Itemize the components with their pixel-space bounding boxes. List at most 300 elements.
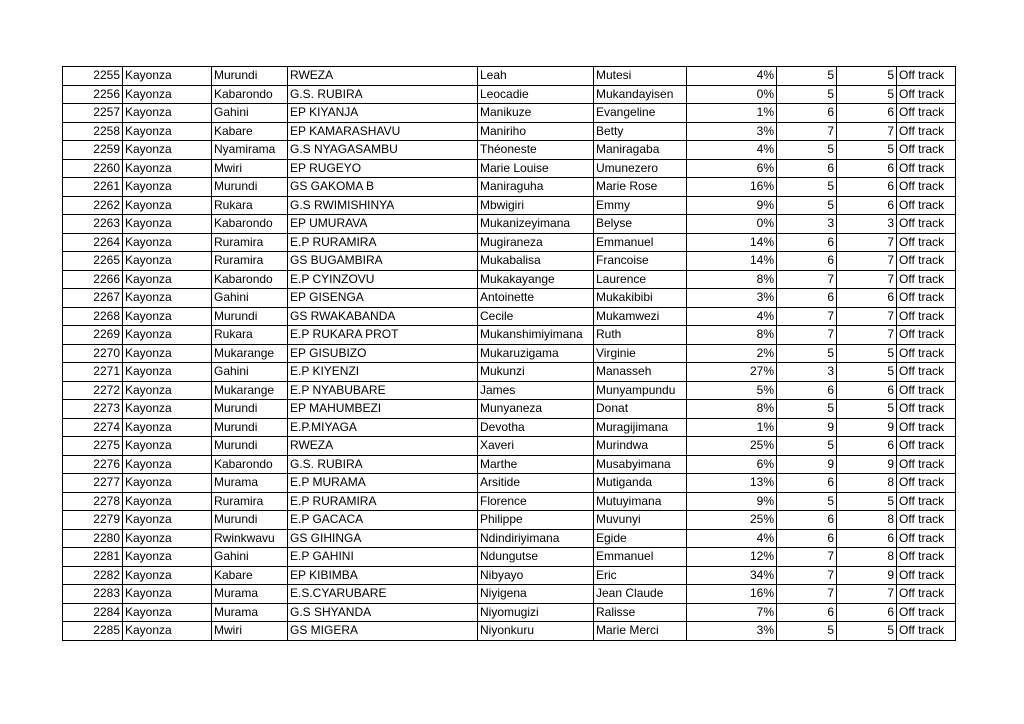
- cell-school[interactable]: EP UMURAVA: [288, 215, 478, 234]
- cell-school[interactable]: E.P KIYENZI: [288, 363, 478, 382]
- cell-id[interactable]: 2279: [63, 511, 123, 530]
- cell-first-name[interactable]: Florence: [478, 492, 594, 511]
- cell-status[interactable]: Off track: [897, 289, 956, 308]
- cell-sector[interactable]: Murundi: [212, 418, 288, 437]
- cell-last-name[interactable]: Egide: [594, 529, 687, 548]
- cell-percent[interactable]: 0%: [687, 215, 777, 234]
- cell-id[interactable]: 2255: [63, 67, 123, 86]
- cell-first-name[interactable]: Mbwigiri: [478, 196, 594, 215]
- cell-first-name[interactable]: Mukaruzigama: [478, 344, 594, 363]
- cell-school[interactable]: EP GISENGA: [288, 289, 478, 308]
- cell-id[interactable]: 2283: [63, 585, 123, 604]
- cell-percent[interactable]: 13%: [687, 474, 777, 493]
- cell-id[interactable]: 2264: [63, 233, 123, 252]
- cell-score-a[interactable]: 5: [777, 437, 837, 456]
- cell-district[interactable]: Kayonza: [123, 548, 212, 567]
- cell-first-name[interactable]: James: [478, 381, 594, 400]
- cell-score-a[interactable]: 5: [777, 85, 837, 104]
- cell-school[interactable]: E.P RURAMIRA: [288, 492, 478, 511]
- cell-score-b[interactable]: 8: [837, 511, 897, 530]
- cell-school[interactable]: G.S NYAGASAMBU: [288, 141, 478, 160]
- cell-last-name[interactable]: Ralisse: [594, 603, 687, 622]
- cell-sector[interactable]: Gahini: [212, 104, 288, 123]
- cell-last-name[interactable]: Mutesi: [594, 67, 687, 86]
- cell-district[interactable]: Kayonza: [123, 622, 212, 641]
- cell-status[interactable]: Off track: [897, 196, 956, 215]
- cell-last-name[interactable]: Umunezero: [594, 159, 687, 178]
- cell-district[interactable]: Kayonza: [123, 566, 212, 585]
- cell-district[interactable]: Kayonza: [123, 511, 212, 530]
- cell-district[interactable]: Kayonza: [123, 363, 212, 382]
- cell-score-b[interactable]: 6: [837, 437, 897, 456]
- cell-percent[interactable]: 4%: [687, 307, 777, 326]
- cell-score-b[interactable]: 6: [837, 603, 897, 622]
- cell-score-b[interactable]: 7: [837, 270, 897, 289]
- cell-score-a[interactable]: 9: [777, 455, 837, 474]
- cell-percent[interactable]: 14%: [687, 233, 777, 252]
- cell-first-name[interactable]: Mukanshimiyimana: [478, 326, 594, 345]
- cell-percent[interactable]: 25%: [687, 437, 777, 456]
- cell-last-name[interactable]: Mutiganda: [594, 474, 687, 493]
- cell-first-name[interactable]: Niyonkuru: [478, 622, 594, 641]
- cell-score-a[interactable]: 6: [777, 529, 837, 548]
- cell-percent[interactable]: 4%: [687, 141, 777, 160]
- cell-first-name[interactable]: Ndindiriyimana: [478, 529, 594, 548]
- cell-score-a[interactable]: 7: [777, 270, 837, 289]
- cell-status[interactable]: Off track: [897, 566, 956, 585]
- cell-district[interactable]: Kayonza: [123, 437, 212, 456]
- cell-last-name[interactable]: Virginie: [594, 344, 687, 363]
- cell-percent[interactable]: 16%: [687, 585, 777, 604]
- cell-district[interactable]: Kayonza: [123, 67, 212, 86]
- cell-last-name[interactable]: Donat: [594, 400, 687, 419]
- cell-id[interactable]: 2268: [63, 307, 123, 326]
- cell-id[interactable]: 2270: [63, 344, 123, 363]
- cell-id[interactable]: 2276: [63, 455, 123, 474]
- cell-score-a[interactable]: 7: [777, 566, 837, 585]
- cell-percent[interactable]: 8%: [687, 400, 777, 419]
- cell-sector[interactable]: Kabarondo: [212, 215, 288, 234]
- cell-sector[interactable]: Murama: [212, 603, 288, 622]
- cell-percent[interactable]: 1%: [687, 418, 777, 437]
- cell-school[interactable]: GS BUGAMBIRA: [288, 252, 478, 271]
- cell-percent[interactable]: 6%: [687, 455, 777, 474]
- cell-sector[interactable]: Mukarange: [212, 381, 288, 400]
- cell-school[interactable]: E.P CYINZOVU: [288, 270, 478, 289]
- cell-status[interactable]: Off track: [897, 307, 956, 326]
- cell-score-b[interactable]: 6: [837, 289, 897, 308]
- cell-district[interactable]: Kayonza: [123, 474, 212, 493]
- cell-district[interactable]: Kayonza: [123, 326, 212, 345]
- cell-status[interactable]: Off track: [897, 585, 956, 604]
- cell-id[interactable]: 2266: [63, 270, 123, 289]
- cell-school[interactable]: E.P RURAMIRA: [288, 233, 478, 252]
- cell-school[interactable]: E.P GACACA: [288, 511, 478, 530]
- cell-school[interactable]: G.S SHYANDA: [288, 603, 478, 622]
- cell-last-name[interactable]: Mukamwezi: [594, 307, 687, 326]
- cell-id[interactable]: 2275: [63, 437, 123, 456]
- cell-id[interactable]: 2284: [63, 603, 123, 622]
- cell-first-name[interactable]: Mukakayange: [478, 270, 594, 289]
- cell-district[interactable]: Kayonza: [123, 196, 212, 215]
- cell-sector[interactable]: Murundi: [212, 400, 288, 419]
- cell-first-name[interactable]: Devotha: [478, 418, 594, 437]
- cell-status[interactable]: Off track: [897, 603, 956, 622]
- cell-score-b[interactable]: 9: [837, 418, 897, 437]
- cell-status[interactable]: Off track: [897, 270, 956, 289]
- cell-first-name[interactable]: Leocadie: [478, 85, 594, 104]
- cell-sector[interactable]: Gahini: [212, 548, 288, 567]
- cell-status[interactable]: Off track: [897, 400, 956, 419]
- cell-district[interactable]: Kayonza: [123, 344, 212, 363]
- cell-last-name[interactable]: Musabyimana: [594, 455, 687, 474]
- cell-score-a[interactable]: 7: [777, 307, 837, 326]
- cell-status[interactable]: Off track: [897, 122, 956, 141]
- cell-percent[interactable]: 9%: [687, 196, 777, 215]
- cell-score-b[interactable]: 5: [837, 141, 897, 160]
- cell-score-b[interactable]: 6: [837, 196, 897, 215]
- cell-school[interactable]: GS GAKOMA B: [288, 178, 478, 197]
- cell-status[interactable]: Off track: [897, 492, 956, 511]
- cell-score-b[interactable]: 7: [837, 233, 897, 252]
- cell-district[interactable]: Kayonza: [123, 585, 212, 604]
- cell-score-a[interactable]: 5: [777, 400, 837, 419]
- cell-id[interactable]: 2273: [63, 400, 123, 419]
- cell-school[interactable]: GS RWAKABANDA: [288, 307, 478, 326]
- cell-score-a[interactable]: 5: [777, 344, 837, 363]
- cell-school[interactable]: RWEZA: [288, 437, 478, 456]
- cell-sector[interactable]: Ruramira: [212, 492, 288, 511]
- cell-sector[interactable]: Murundi: [212, 307, 288, 326]
- cell-percent[interactable]: 1%: [687, 104, 777, 123]
- cell-status[interactable]: Off track: [897, 381, 956, 400]
- cell-score-b[interactable]: 9: [837, 566, 897, 585]
- cell-percent[interactable]: 12%: [687, 548, 777, 567]
- cell-district[interactable]: Kayonza: [123, 529, 212, 548]
- cell-last-name[interactable]: Emmy: [594, 196, 687, 215]
- cell-score-b[interactable]: 5: [837, 492, 897, 511]
- cell-percent[interactable]: 3%: [687, 122, 777, 141]
- cell-district[interactable]: Kayonza: [123, 603, 212, 622]
- cell-last-name[interactable]: Laurence: [594, 270, 687, 289]
- cell-status[interactable]: Off track: [897, 437, 956, 456]
- cell-first-name[interactable]: Philippe: [478, 511, 594, 530]
- cell-last-name[interactable]: Emmanuel: [594, 548, 687, 567]
- cell-first-name[interactable]: Nibyayo: [478, 566, 594, 585]
- cell-sector[interactable]: Rwinkwavu: [212, 529, 288, 548]
- cell-first-name[interactable]: Arsitide: [478, 474, 594, 493]
- cell-school[interactable]: G.S. RUBIRA: [288, 85, 478, 104]
- cell-score-a[interactable]: 9: [777, 418, 837, 437]
- cell-score-b[interactable]: 5: [837, 67, 897, 86]
- cell-score-b[interactable]: 5: [837, 363, 897, 382]
- cell-school[interactable]: EP KIYANJA: [288, 104, 478, 123]
- cell-status[interactable]: Off track: [897, 159, 956, 178]
- cell-score-b[interactable]: 5: [837, 400, 897, 419]
- cell-status[interactable]: Off track: [897, 233, 956, 252]
- cell-first-name[interactable]: Mukanizeyimana: [478, 215, 594, 234]
- cell-sector[interactable]: Murundi: [212, 67, 288, 86]
- cell-score-a[interactable]: 5: [777, 141, 837, 160]
- cell-status[interactable]: Off track: [897, 455, 956, 474]
- cell-district[interactable]: Kayonza: [123, 455, 212, 474]
- cell-first-name[interactable]: Niyomugizi: [478, 603, 594, 622]
- cell-last-name[interactable]: Marie Rose: [594, 178, 687, 197]
- cell-id[interactable]: 2263: [63, 215, 123, 234]
- cell-score-a[interactable]: 5: [777, 622, 837, 641]
- cell-school[interactable]: EP MAHUMBEZI: [288, 400, 478, 419]
- cell-school[interactable]: EP RUGEYO: [288, 159, 478, 178]
- cell-last-name[interactable]: Eric: [594, 566, 687, 585]
- cell-sector[interactable]: Murundi: [212, 178, 288, 197]
- cell-sector[interactable]: Mwiri: [212, 622, 288, 641]
- cell-status[interactable]: Off track: [897, 418, 956, 437]
- cell-school[interactable]: G.S. RUBIRA: [288, 455, 478, 474]
- cell-score-b[interactable]: 6: [837, 104, 897, 123]
- cell-score-b[interactable]: 6: [837, 381, 897, 400]
- cell-last-name[interactable]: Evangeline: [594, 104, 687, 123]
- cell-first-name[interactable]: Manikuze: [478, 104, 594, 123]
- cell-percent[interactable]: 2%: [687, 344, 777, 363]
- cell-score-b[interactable]: 9: [837, 455, 897, 474]
- cell-sector[interactable]: Rukara: [212, 326, 288, 345]
- cell-last-name[interactable]: Mutuyimana: [594, 492, 687, 511]
- cell-school[interactable]: E.S.CYARUBARE: [288, 585, 478, 604]
- cell-id[interactable]: 2280: [63, 529, 123, 548]
- cell-district[interactable]: Kayonza: [123, 159, 212, 178]
- cell-percent[interactable]: 0%: [687, 85, 777, 104]
- cell-first-name[interactable]: Marie Louise: [478, 159, 594, 178]
- cell-percent[interactable]: 34%: [687, 566, 777, 585]
- cell-district[interactable]: Kayonza: [123, 85, 212, 104]
- cell-school[interactable]: G.S RWIMISHINYA: [288, 196, 478, 215]
- cell-id[interactable]: 2259: [63, 141, 123, 160]
- cell-id[interactable]: 2258: [63, 122, 123, 141]
- cell-percent[interactable]: 8%: [687, 270, 777, 289]
- cell-score-b[interactable]: 7: [837, 122, 897, 141]
- cell-first-name[interactable]: Niyigena: [478, 585, 594, 604]
- cell-id[interactable]: 2257: [63, 104, 123, 123]
- cell-percent[interactable]: 27%: [687, 363, 777, 382]
- cell-first-name[interactable]: Maniriho: [478, 122, 594, 141]
- cell-id[interactable]: 2256: [63, 85, 123, 104]
- cell-score-b[interactable]: 5: [837, 344, 897, 363]
- cell-last-name[interactable]: Ruth: [594, 326, 687, 345]
- cell-sector[interactable]: Gahini: [212, 363, 288, 382]
- cell-score-a[interactable]: 6: [777, 511, 837, 530]
- cell-percent[interactable]: 7%: [687, 603, 777, 622]
- cell-status[interactable]: Off track: [897, 252, 956, 271]
- cell-first-name[interactable]: Cecile: [478, 307, 594, 326]
- cell-first-name[interactable]: Munyaneza: [478, 400, 594, 419]
- cell-school[interactable]: E.P.MIYAGA: [288, 418, 478, 437]
- cell-id[interactable]: 2262: [63, 196, 123, 215]
- cell-score-b[interactable]: 8: [837, 474, 897, 493]
- cell-status[interactable]: Off track: [897, 85, 956, 104]
- cell-id[interactable]: 2271: [63, 363, 123, 382]
- cell-school[interactable]: E.P GAHINI: [288, 548, 478, 567]
- cell-id[interactable]: 2272: [63, 381, 123, 400]
- cell-status[interactable]: Off track: [897, 141, 956, 160]
- cell-last-name[interactable]: Francoise: [594, 252, 687, 271]
- cell-percent[interactable]: 3%: [687, 289, 777, 308]
- cell-score-a[interactable]: 6: [777, 252, 837, 271]
- cell-percent[interactable]: 6%: [687, 159, 777, 178]
- cell-first-name[interactable]: Maniraguha: [478, 178, 594, 197]
- cell-status[interactable]: Off track: [897, 548, 956, 567]
- cell-score-a[interactable]: 7: [777, 585, 837, 604]
- cell-id[interactable]: 2260: [63, 159, 123, 178]
- cell-score-b[interactable]: 6: [837, 178, 897, 197]
- cell-percent[interactable]: 4%: [687, 67, 777, 86]
- cell-status[interactable]: Off track: [897, 104, 956, 123]
- cell-status[interactable]: Off track: [897, 326, 956, 345]
- cell-first-name[interactable]: Ndungutse: [478, 548, 594, 567]
- cell-status[interactable]: Off track: [897, 511, 956, 530]
- cell-id[interactable]: 2278: [63, 492, 123, 511]
- cell-score-a[interactable]: 5: [777, 196, 837, 215]
- cell-percent[interactable]: 9%: [687, 492, 777, 511]
- cell-status[interactable]: Off track: [897, 344, 956, 363]
- cell-sector[interactable]: Mukarange: [212, 344, 288, 363]
- cell-score-a[interactable]: 5: [777, 492, 837, 511]
- cell-district[interactable]: Kayonza: [123, 233, 212, 252]
- cell-score-b[interactable]: 7: [837, 326, 897, 345]
- cell-first-name[interactable]: Mugiraneza: [478, 233, 594, 252]
- cell-last-name[interactable]: Murindwa: [594, 437, 687, 456]
- cell-percent[interactable]: 14%: [687, 252, 777, 271]
- cell-district[interactable]: Kayonza: [123, 215, 212, 234]
- cell-first-name[interactable]: Xaveri: [478, 437, 594, 456]
- cell-score-a[interactable]: 3: [777, 363, 837, 382]
- cell-score-a[interactable]: 6: [777, 233, 837, 252]
- cell-sector[interactable]: Ruramira: [212, 252, 288, 271]
- cell-percent[interactable]: 16%: [687, 178, 777, 197]
- cell-status[interactable]: Off track: [897, 67, 956, 86]
- cell-status[interactable]: Off track: [897, 363, 956, 382]
- cell-school[interactable]: EP GISUBIZO: [288, 344, 478, 363]
- cell-school[interactable]: E.P MURAMA: [288, 474, 478, 493]
- cell-district[interactable]: Kayonza: [123, 307, 212, 326]
- cell-sector[interactable]: Kabarondo: [212, 455, 288, 474]
- cell-id[interactable]: 2282: [63, 566, 123, 585]
- cell-last-name[interactable]: Mukakibibi: [594, 289, 687, 308]
- cell-score-b[interactable]: 6: [837, 529, 897, 548]
- cell-district[interactable]: Kayonza: [123, 270, 212, 289]
- cell-last-name[interactable]: Muragijimana: [594, 418, 687, 437]
- cell-score-a[interactable]: 6: [777, 104, 837, 123]
- cell-sector[interactable]: Kabare: [212, 566, 288, 585]
- cell-last-name[interactable]: Mukandayisen: [594, 85, 687, 104]
- cell-percent[interactable]: 4%: [687, 529, 777, 548]
- cell-status[interactable]: Off track: [897, 215, 956, 234]
- cell-district[interactable]: Kayonza: [123, 381, 212, 400]
- cell-sector[interactable]: Murama: [212, 474, 288, 493]
- cell-sector[interactable]: Kabarondo: [212, 85, 288, 104]
- cell-school[interactable]: EP KAMARASHAVU: [288, 122, 478, 141]
- cell-district[interactable]: Kayonza: [123, 400, 212, 419]
- cell-last-name[interactable]: Munyampundu: [594, 381, 687, 400]
- cell-sector[interactable]: Mwiri: [212, 159, 288, 178]
- cell-status[interactable]: Off track: [897, 529, 956, 548]
- cell-score-a[interactable]: 6: [777, 159, 837, 178]
- cell-district[interactable]: Kayonza: [123, 492, 212, 511]
- cell-score-a[interactable]: 5: [777, 67, 837, 86]
- cell-sector[interactable]: Kabarondo: [212, 270, 288, 289]
- cell-score-a[interactable]: 6: [777, 289, 837, 308]
- cell-score-a[interactable]: 7: [777, 548, 837, 567]
- cell-last-name[interactable]: Muvunyi: [594, 511, 687, 530]
- cell-score-a[interactable]: 6: [777, 474, 837, 493]
- cell-district[interactable]: Kayonza: [123, 141, 212, 160]
- cell-percent[interactable]: 3%: [687, 622, 777, 641]
- cell-status[interactable]: Off track: [897, 178, 956, 197]
- cell-sector[interactable]: Kabare: [212, 122, 288, 141]
- cell-id[interactable]: 2285: [63, 622, 123, 641]
- cell-school[interactable]: GS MIGERA: [288, 622, 478, 641]
- cell-first-name[interactable]: Mukunzi: [478, 363, 594, 382]
- cell-first-name[interactable]: Antoinette: [478, 289, 594, 308]
- cell-sector[interactable]: Nyamirama: [212, 141, 288, 160]
- cell-sector[interactable]: Rukara: [212, 196, 288, 215]
- cell-last-name[interactable]: Marie Merci: [594, 622, 687, 641]
- cell-status[interactable]: Off track: [897, 622, 956, 641]
- cell-district[interactable]: Kayonza: [123, 418, 212, 437]
- cell-last-name[interactable]: Maniragaba: [594, 141, 687, 160]
- cell-score-a[interactable]: 7: [777, 122, 837, 141]
- cell-id[interactable]: 2274: [63, 418, 123, 437]
- cell-sector[interactable]: Ruramira: [212, 233, 288, 252]
- cell-score-b[interactable]: 3: [837, 215, 897, 234]
- cell-first-name[interactable]: Mukabalisa: [478, 252, 594, 271]
- cell-id[interactable]: 2269: [63, 326, 123, 345]
- cell-school[interactable]: EP KIBIMBA: [288, 566, 478, 585]
- cell-score-b[interactable]: 7: [837, 585, 897, 604]
- cell-school[interactable]: RWEZA: [288, 67, 478, 86]
- cell-percent[interactable]: 25%: [687, 511, 777, 530]
- cell-score-b[interactable]: 7: [837, 252, 897, 271]
- cell-last-name[interactable]: Emmanuel: [594, 233, 687, 252]
- cell-score-a[interactable]: 3: [777, 215, 837, 234]
- cell-id[interactable]: 2261: [63, 178, 123, 197]
- cell-score-b[interactable]: 8: [837, 548, 897, 567]
- cell-score-a[interactable]: 6: [777, 603, 837, 622]
- cell-id[interactable]: 2281: [63, 548, 123, 567]
- cell-percent[interactable]: 5%: [687, 381, 777, 400]
- cell-last-name[interactable]: Manasseh: [594, 363, 687, 382]
- cell-sector[interactable]: Murama: [212, 585, 288, 604]
- cell-first-name[interactable]: Théoneste: [478, 141, 594, 160]
- cell-score-b[interactable]: 5: [837, 622, 897, 641]
- cell-district[interactable]: Kayonza: [123, 122, 212, 141]
- cell-score-a[interactable]: 7: [777, 326, 837, 345]
- cell-district[interactable]: Kayonza: [123, 252, 212, 271]
- cell-school[interactable]: E.P RUKARA PROT: [288, 326, 478, 345]
- cell-id[interactable]: 2267: [63, 289, 123, 308]
- cell-score-b[interactable]: 5: [837, 85, 897, 104]
- cell-score-a[interactable]: 6: [777, 381, 837, 400]
- cell-id[interactable]: 2265: [63, 252, 123, 271]
- cell-school[interactable]: GS GIHINGA: [288, 529, 478, 548]
- cell-status[interactable]: Off track: [897, 474, 956, 493]
- cell-school[interactable]: E.P NYABUBARE: [288, 381, 478, 400]
- cell-percent[interactable]: 8%: [687, 326, 777, 345]
- cell-last-name[interactable]: Betty: [594, 122, 687, 141]
- cell-district[interactable]: Kayonza: [123, 178, 212, 197]
- cell-first-name[interactable]: Marthe: [478, 455, 594, 474]
- cell-first-name[interactable]: Leah: [478, 67, 594, 86]
- cell-last-name[interactable]: Belyse: [594, 215, 687, 234]
